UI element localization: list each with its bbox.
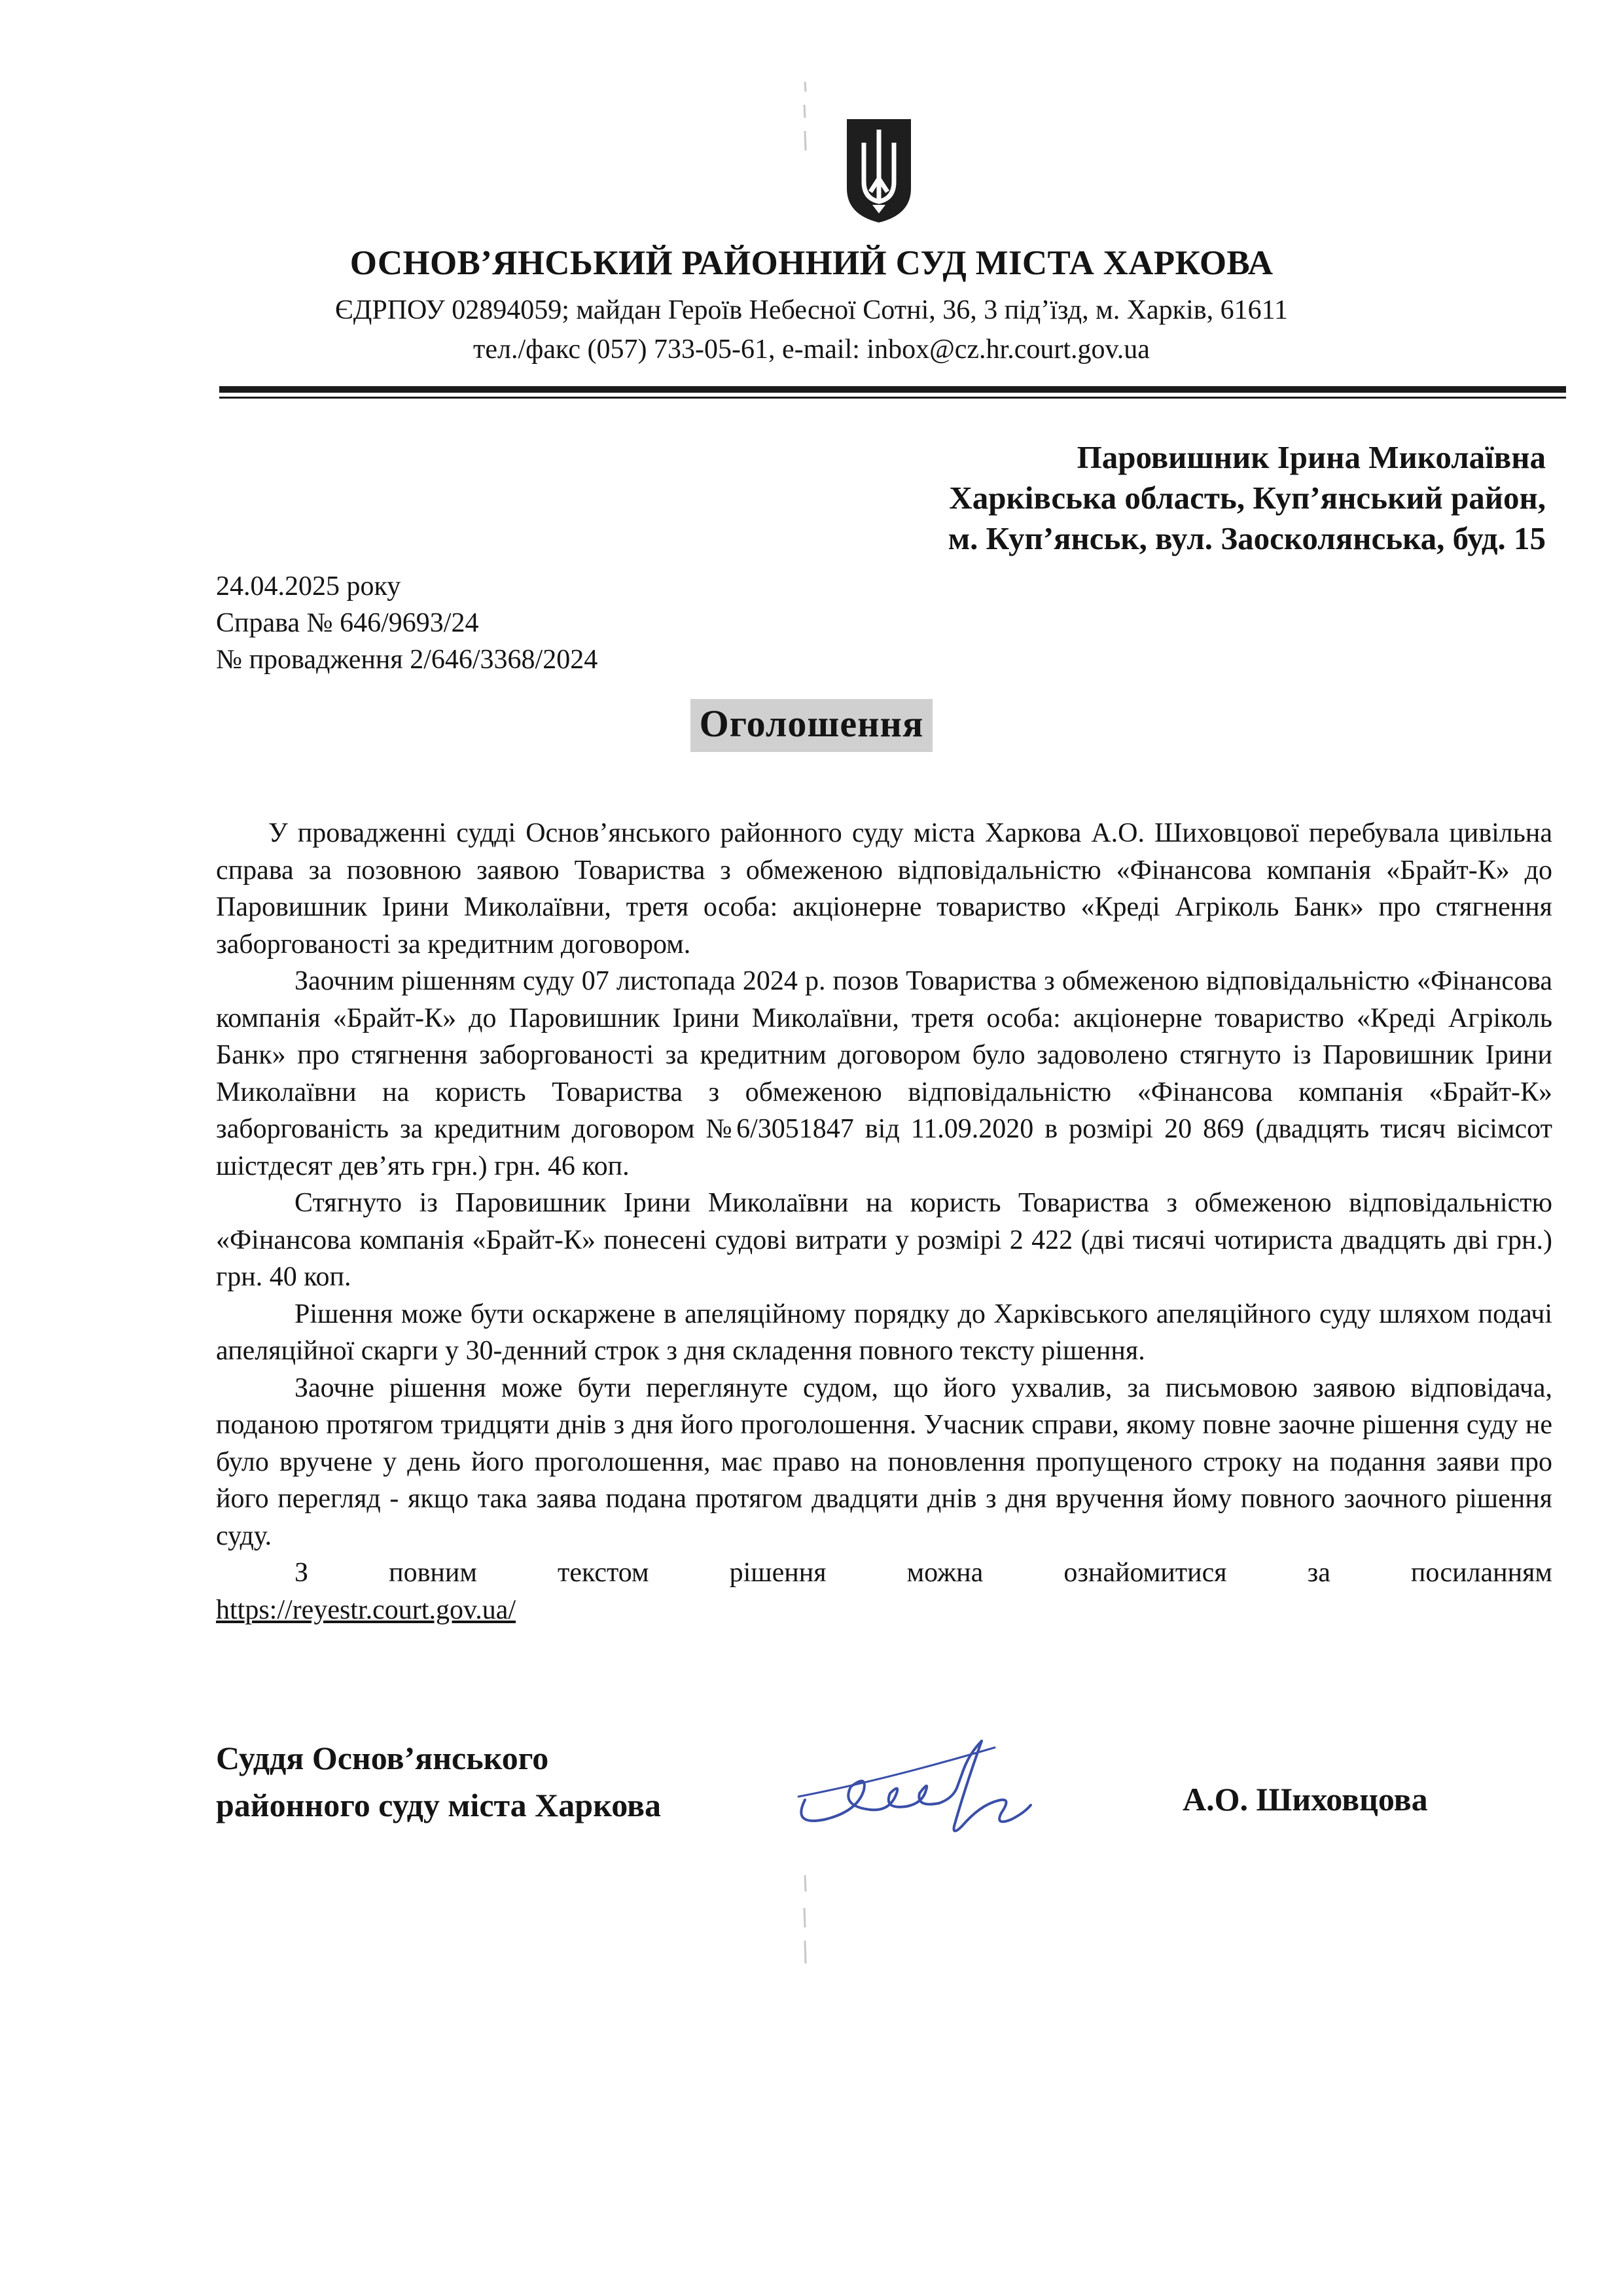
body-paragraph: У провадженні судді Основ’янського районного суду міста Харкова А.О. Шиховцової перебувала цивільна справа за позовною заявою Товариства з обмеженою відповідальністю «Фінансова компанія «Брайт-К» до Паровишник Ірини Миколаївни, третя особа: акціонерне товариство «Креді Агріколь Банк» про стягнення заборгованості за кредитним договором. [216, 818, 1552, 960]
body-paragraph: З повним текстом рішення можна ознайомитися за посиланням [294, 1558, 1552, 1588]
signature-title-line: Суддя Основ’янського [216, 1740, 549, 1776]
body-paragraph: Заочним рішенням суду 07 листопада 2024 р. позов Товариства з обмеженою відповідальністю «Фінансова компанія «Брайт-К» до Паровишник Ірини Миколаївни, третя особа: акціонерне товариство «Креді Агріколь Банк» про стягнення заборгованості за кредитним договором було задоволено стягнуто із Паровишник Ірини Миколаївни на користь Товариства з обмеженою відповідальністю «Фінансова компанія «Брайт-К» заборгованість за кредитним договором №6/3051847 від 11.09.2020 в розмірі 20 869 (двадцять тисяч вісімсот шістдесят дев’ять грн.) грн. 46 коп. [216, 966, 1552, 1181]
addressee-street: м. Куп’янськ, вул. Заосколянська, буд. 15 [948, 520, 1546, 556]
scan-mark [795, 1872, 815, 1970]
signature-title-line: районного суду міста Харкова [216, 1787, 662, 1823]
judge-name: А.О. Шиховцова [1183, 1781, 1428, 1818]
court-contacts: тел./факс (057) 733-05-61, e-mail: inbox@cz.hr.court.gov.ua [473, 334, 1150, 365]
trident-coat-of-arms-icon [844, 117, 914, 224]
proceeding-number: № провадження 2/646/3368/2024 [216, 645, 598, 675]
announcement-title: Оголошення [690, 699, 933, 752]
registry-link[interactable]: https://reyestr.court.gov.ua/ [216, 1594, 516, 1625]
court-address: ЄДРПОУ 02894059; майдан Героїв Небесної Сотні, 36, 3 під’їзд, м. Харків, 61611 [334, 295, 1289, 325]
header-divider [219, 386, 1566, 393]
header-divider-thin [219, 397, 1566, 399]
announcement-heading [0, 699, 1623, 752]
court-name: ОСНОВ’ЯНСЬКИЙ РАЙОННИЙ СУД МІСТА ХАРКОВА [349, 244, 1274, 282]
body-paragraph: Рішення може бути оскаржене в апеляційному порядку до Харківського апеляційного суду шляхом подачі апеляційної скарги у 30-денний строк з дня складення повного тексту рішення. [216, 1299, 1552, 1366]
body-paragraph: Заочне рішення може бути переглянуте судом, що його ухвалив, за письмовою заявою відповідача, поданою протягом тридцяти днів з дня його проголошення. Учасник справи, якому повне заочне рішення суду не було вручене у день його проголошення, має право на поновлення пропущеного строку на подання заяви про його перегляд - якщо така заява подана протягом двадцяти днів з дня вручення йому повного заочного рішення суду. [216, 1372, 1552, 1551]
body-paragraph: Стягнуто із Паровишник Ірини Миколаївни на користь Товариства з обмеженою відповідальністю «Фінансова компанія «Брайт-К» понесені судові витрати у розмірі 2 422 (дві тисячі чотириста двадцять дві грн.) грн. 40 коп. [216, 1188, 1552, 1292]
case-number: Справа № 646/9693/24 [216, 608, 479, 638]
scan-mark [795, 79, 815, 157]
addressee-name: Паровишник Ірина Миколаївна [1077, 439, 1546, 475]
handwritten-signature [785, 1728, 1073, 1859]
announcement-body [216, 815, 1552, 1628]
signature-title [216, 1734, 661, 1829]
addressee-region: Харківська область, Куп’янський район, [949, 480, 1546, 516]
addressee-block [948, 437, 1546, 559]
document-meta [216, 568, 597, 678]
document-date: 24.04.2025 року [216, 571, 401, 601]
